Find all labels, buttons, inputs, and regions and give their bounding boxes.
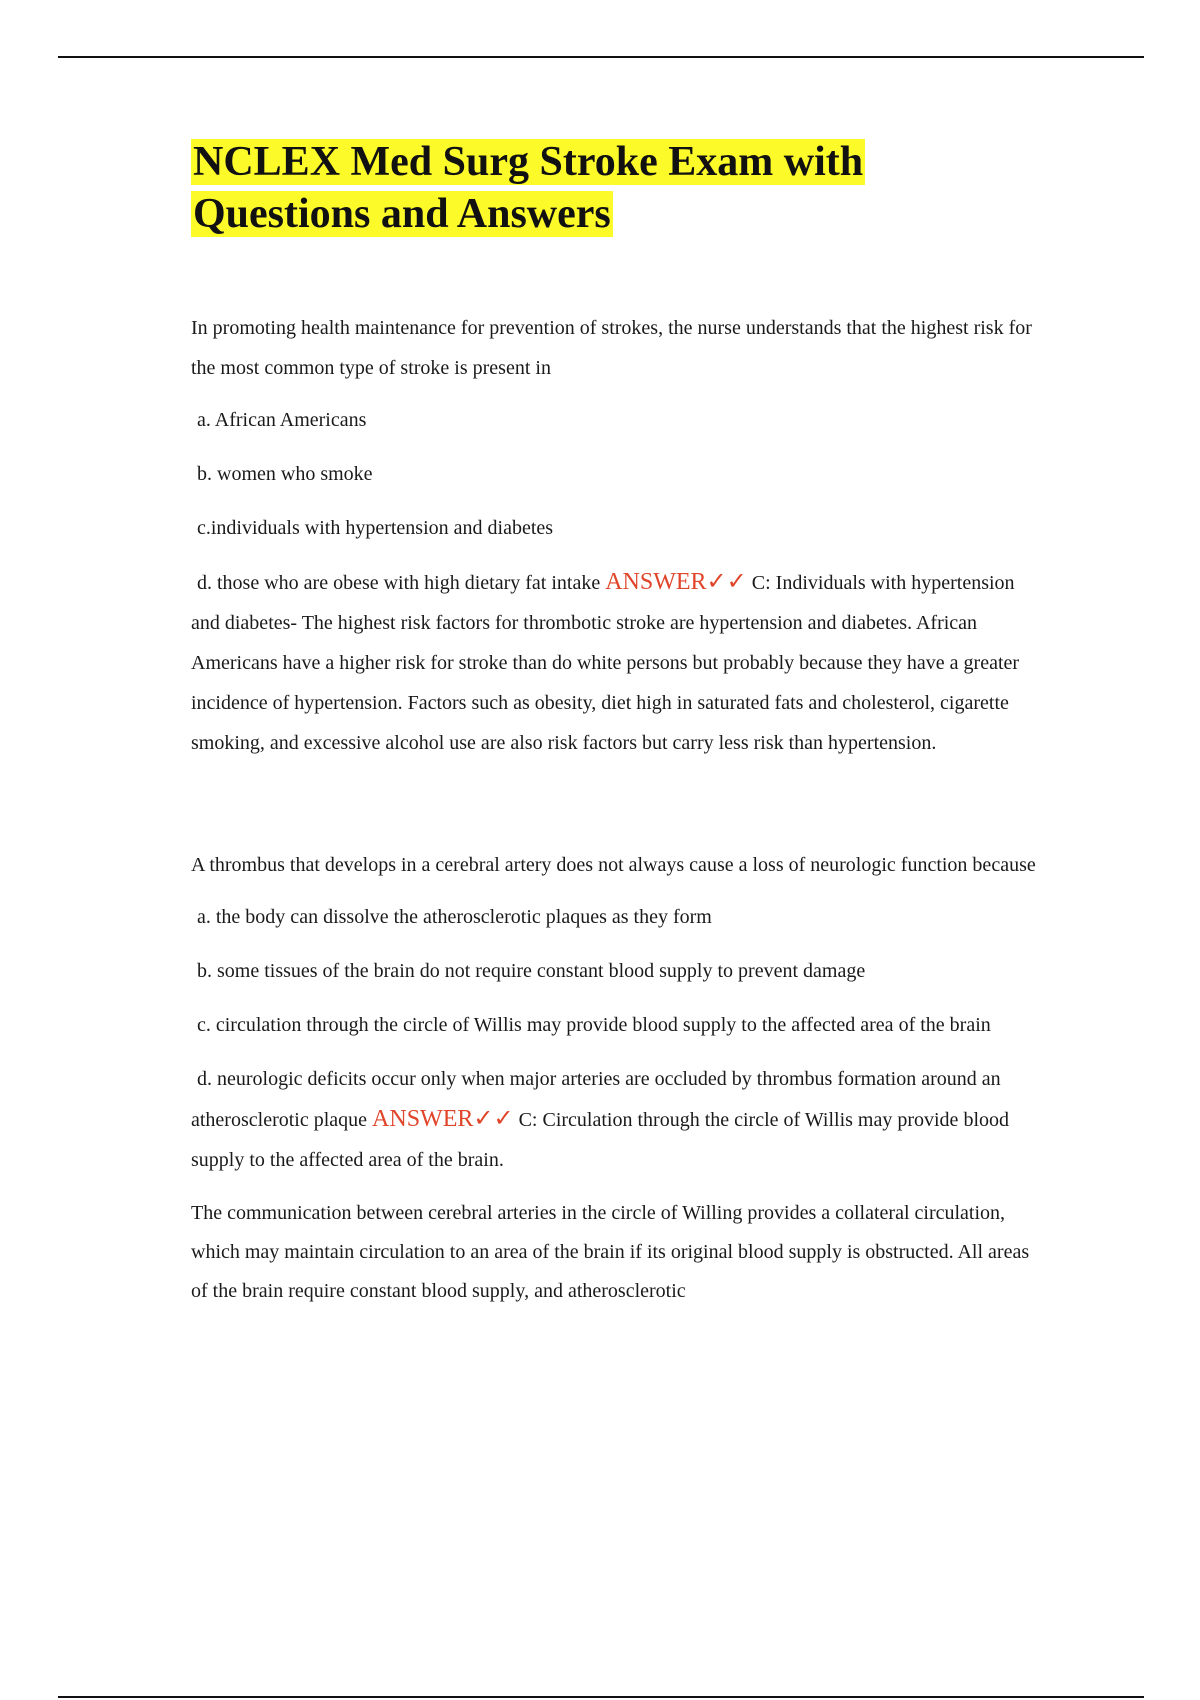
question-1-answer-text: C: Individuals with hypertension and diabetes- The highest risk factors for thrombotic stroke are hypertension and diabetes. African Americans have a higher risk for stroke than do white persons but probably because they have a greater incidence of hypertension. Factors such as obesity, diet high in saturated fats and cholesterol, cigarette smoking, and excessive alcohol use are also risk factors but carry less risk than hypertension.	[191, 572, 1020, 754]
question-2-option-b: b. some tissues of the brain do not require constant blood supply to prevent damage	[197, 960, 866, 982]
question-2	[191, 845, 1041, 1311]
question-2-option-d: d. neurologic deficits occur only when major arteries are occluded by thrombus formation around an atherosclerotic plaque	[191, 1068, 1001, 1131]
document-body	[191, 136, 1041, 1311]
question-1-option-c: c.individuals with hypertension and diabetes	[197, 517, 554, 539]
question-2-option-c: c. circulation through the circle of Willis may provide blood supply to the affected area of the brain	[197, 1014, 991, 1036]
question-2-option-a: a. the body can dissolve the atherosclerotic plaques as they form	[197, 906, 712, 928]
question-2-answer-text: C: Circulation through the circle of Willis may provide blood supply to the affected area of the brain.	[191, 1109, 1009, 1171]
question-2-stem: A thrombus that develops in a cerebral artery does not always cause a loss of neurologic function because	[191, 854, 1036, 876]
bottom-rule	[58, 1696, 1144, 1698]
question-1-option-d-with-answer	[191, 562, 1041, 763]
question-1	[191, 308, 1041, 763]
document-title	[191, 136, 1041, 240]
question-2-answer-label: ANSWER✓✓	[372, 1106, 514, 1132]
question-1-stem: In promoting health maintenance for prevention of strokes, the nurse understands that the highest risk for the most common type of stroke is present in	[191, 317, 1032, 379]
question-2-option-d-with-answer	[191, 1059, 1041, 1180]
section-gap	[191, 777, 1041, 845]
question-1-option-b: b. women who smoke	[197, 463, 373, 485]
question-1-option-a: a. African Americans	[197, 409, 367, 431]
top-rule	[58, 56, 1144, 58]
title-highlight: NCLEX Med Surg Stroke Exam with Questions and Answers	[193, 139, 864, 237]
question-1-option-d: d. those who are obese with high dietary fat intake	[197, 572, 601, 594]
question-2-explanation: The communication between cerebral arteries in the circle of Willing provides a collateral circulation, which may maintain circulation to an area of the brain if its original blood supply is obstructed. All areas of the brain require constant blood supply, and atherosclerotic	[191, 1202, 1030, 1302]
question-1-answer-label: ANSWER✓✓	[605, 569, 747, 595]
